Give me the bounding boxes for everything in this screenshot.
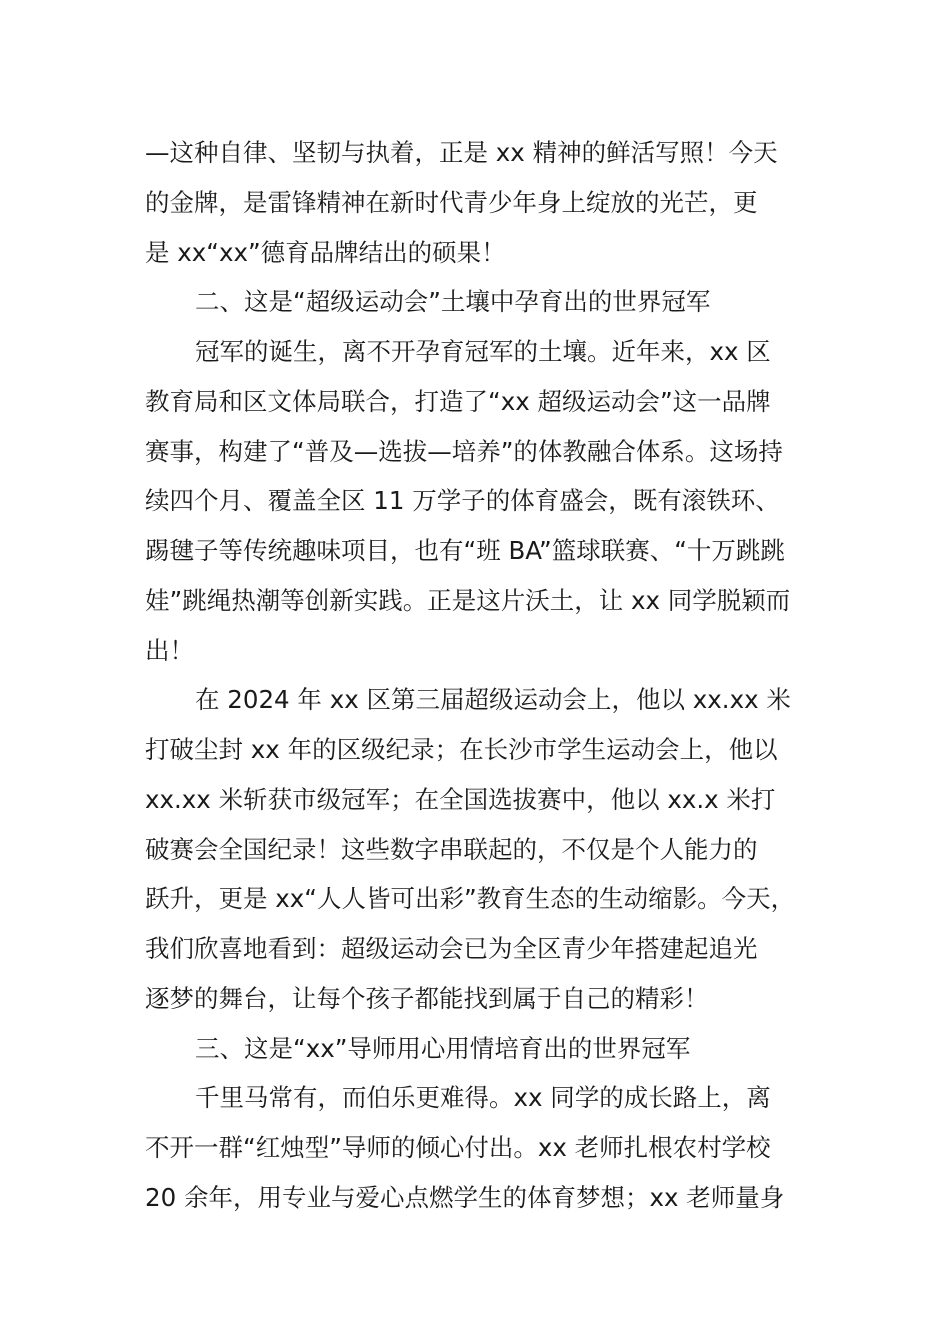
text-line: 破赛会全国纪录！这些数字串联起的，不仅是个人能力的 (145, 834, 758, 864)
text-line: xx.xx 米斩获市级冠军；在全国选拔赛中，他以 xx.x 米打 (145, 784, 776, 814)
text-line: 我们欣喜地看到：超级运动会已为全区青少年搭建起追光 (145, 934, 758, 963)
text-line: 跃升，更是 xx“人人皆可出彩”教育生态的生动缩影。今天， (145, 884, 796, 914)
text-line: 冠军的诞生，离不开孕育冠军的土壤。近年来，xx 区 (195, 337, 771, 366)
text-line: 逐梦的舞台，让每个孩子都能找到属于自己的精彩！ (145, 983, 709, 1013)
text-line: 的金牌，是雷锋精神在新时代青少年身上绽放的光芒，更 (145, 187, 758, 217)
text-line: 续四个月、覆盖全区 11 万学子的体育盛会，既有滚铁环、 (145, 486, 780, 516)
text-line: 踢毽子等传统趣味项目，也有“班 BA”篮球联赛、“十万跳跳 (145, 536, 785, 565)
text-line: 教育局和区文体局联合，打造了“xx 超级运动会”这一品牌 (145, 386, 771, 416)
text-line: 在 2024 年 xx 区第三届超级运动会上，他以 xx.xx 米 (195, 685, 791, 715)
text-line: 打破尘封 xx 年的区级纪录；在长沙市学生运动会上，他以 (145, 735, 778, 764)
text-line: 娃”跳绳热潮等创新实践。正是这片沃土，让 xx 同学脱颖而 (145, 585, 791, 615)
text-line: 20 余年，用专业与爱心点燃学生的体育梦想；xx 老师量身 (145, 1182, 785, 1212)
body-text (145, 128, 835, 1223)
text-line: 是 xx“xx”德育品牌结出的硕果！ (145, 237, 506, 267)
section-heading-2: 二、这是“超级运动会”土壤中孕育出的世界冠军 (195, 287, 711, 317)
text-line: 赛事，构建了“普及—选拔—培养”的体教融合体系。这场持 (145, 436, 783, 466)
text-line: 出！ (145, 635, 194, 665)
text-line: 千里马常有，而伯乐更难得。xx 同学的成长路上，离 (195, 1083, 771, 1113)
text-line: —这种自律、坚韧与执着，正是 xx 精神的鲜活写照！今天 (145, 138, 778, 167)
section-heading-3: 三、这是“xx”导师用心用情培育出的世界冠军 (195, 1033, 691, 1063)
text-line: 不开一群“红烛型”导师的倾心付出。xx 老师扎根农村学校 (145, 1133, 771, 1162)
